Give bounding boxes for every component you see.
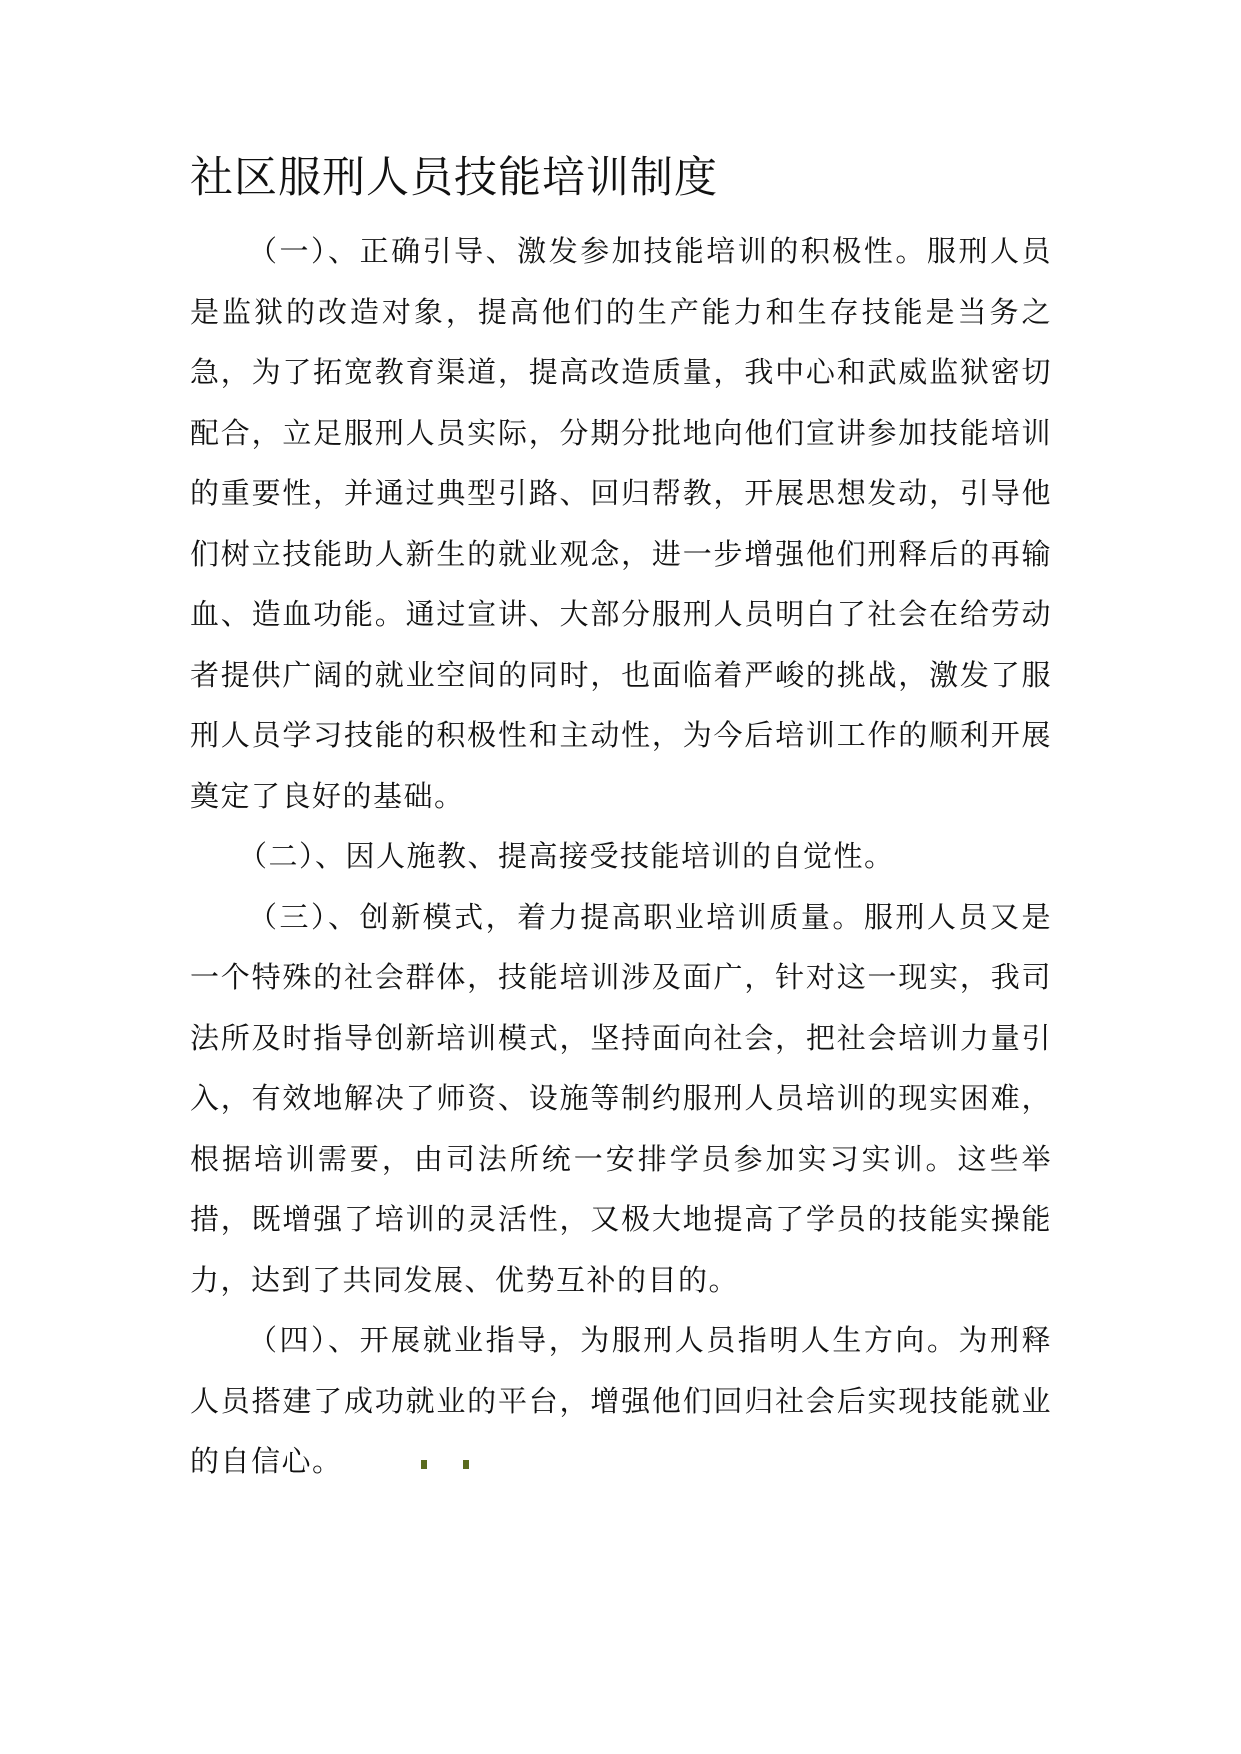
paragraph-2: （二）、因人施教、提高接受技能培训的自觉性。	[238, 839, 895, 873]
paragraph-3: （三）、创新模式，着力提高职业培训质量。服刑人员又是一个特殊的社会群体，技能培训涉及面广，针对这一现实，我司法所及时指导创新培训模式，坚持面向社会，把社会培训力量引入，有效地解决了师资、设施等制约服刑人员培训的现实困难，根据培训需要，由司法所统一安排学员参加实习实训。这些举措，既增强了培训的灵活性，又极大地提高了学员的技能实操能力，达到了共同发展、优势互补的目的。	[190, 899, 1052, 1297]
paragraph-4	[190, 1310, 1052, 1493]
paragraph-4-text: （四）、开展就业指导，为服刑人员指明人生方向。为刑释人员搭建了成功就业的平台，增强他们回归社会后实现技能就业的自信心。	[190, 1323, 1052, 1478]
trailing-marks	[363, 1433, 505, 1494]
document-title: 社区服刑人员技能培训制度	[190, 153, 718, 203]
trailing-mark-icon	[421, 1460, 427, 1469]
document-body	[190, 221, 1052, 1493]
trailing-mark-icon	[463, 1460, 469, 1469]
paragraph-1: （一）、正确引导、激发参加技能培训的积极性。服刑人员是监狱的改造对象，提高他们的生产能力和生存技能是当务之急，为了拓宽教育渠道，提高改造质量，我中心和武威监狱密切配合，立足服刑人员实际，分期分批地向他们宣讲参加技能培训的重要性，并通过典型引路、回归帮教，开展思想发动，引导他们树立技能助人新生的就业观念，进一步增强他们刑释后的再输血、造血功能。通过宣讲、大部分服刑人员明白了社会在给劳动者提供广阔的就业空间的同时，也面临着严峻的挑战，激发了服刑人员学习技能的积极性和主动性，为今后培训工作的顺利开展奠定了良好的基础。	[190, 234, 1052, 813]
